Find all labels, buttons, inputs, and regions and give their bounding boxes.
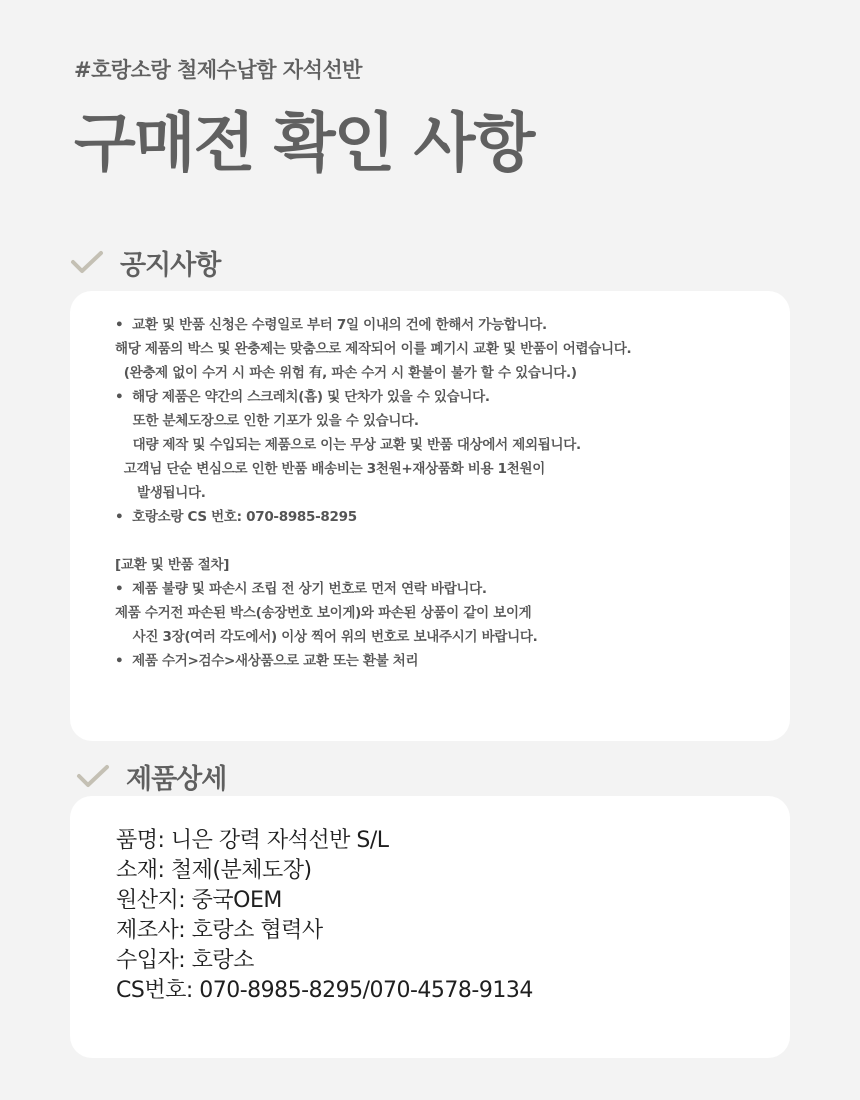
notice-line: • 제품 수거>검수>새상품으로 교환 또는 환불 처리 — [115, 653, 419, 669]
page-title: 구매전 확인 사항 — [74, 107, 534, 181]
notice-section-header — [70, 243, 220, 282]
notice-line: 사진 3장(여러 각도에서) 이상 찍어 위의 번호로 보내주시기 바랍니다. — [115, 629, 538, 645]
notice-line: 제품 수거전 파손된 박스(송장번호 보이게)와 파손된 상품이 같이 보이게 — [115, 605, 532, 621]
notice-list — [115, 313, 631, 673]
detail-cs-number: CS번호: 070-8985-8295/070-4578-9134 — [116, 978, 533, 1003]
checkmark-icon — [70, 250, 104, 276]
detail-heading: 제품상세 — [126, 764, 227, 795]
notice-heading: 공지사항 — [120, 250, 221, 281]
detail-importer: 수입자: 호랑소 — [116, 948, 254, 973]
detail-material: 소재: 철제(분체도장) — [116, 858, 312, 883]
notice-line: 대량 제작 및 수입되는 제품으로 이는 무상 교환 및 반품 대상에서 제외됩니다. — [115, 437, 581, 453]
detail-origin: 원산지: 중국OEM — [116, 888, 282, 913]
notice-line: 또한 분체도장으로 인한 기포가 있을 수 있습니다. — [115, 413, 419, 429]
exchange-procedure-heading: [교환 및 반품 절차] — [115, 557, 230, 573]
notice-line: 고객님 단순 변심으로 인한 반품 배송비는 3천원+재상품화 비용 1천원이 — [115, 461, 545, 477]
detail-list — [116, 826, 533, 1006]
notice-spacer — [115, 529, 631, 553]
detail-section-header — [76, 757, 226, 796]
notice-line: (완충제 없이 수거 시 파손 위험 有, 파손 수거 시 환불이 불가 할 수 있습니다.) — [115, 365, 577, 381]
notice-line: • 제품 불량 및 파손시 조립 전 상기 번호로 먼저 연락 바랍니다. — [115, 581, 487, 597]
notice-line: • 해당 제품은 약간의 스크레치(흠) 및 단차가 있을 수 있습니다. — [115, 389, 490, 405]
notice-line: 발생됩니다. — [115, 485, 206, 501]
notice-card — [70, 291, 790, 741]
notice-line: • 호랑소랑 CS 번호: 070-8985-8295 — [115, 509, 357, 525]
notice-line: • 교환 및 반품 신청은 수령일로 부터 7일 이내의 건에 한해서 가능합니다. — [115, 317, 547, 333]
hashtag-title: #호랑소랑 철제수납함 자석선반 — [74, 58, 362, 82]
detail-manufacturer: 제조사: 호랑소 협력사 — [116, 918, 323, 943]
checkmark-icon — [76, 764, 110, 790]
detail-product-name: 품명: 니은 강력 자석선반 S/L — [116, 828, 389, 853]
detail-card — [70, 796, 790, 1058]
notice-line: 해당 제품의 박스 및 완충제는 맞춤으로 제작되어 이를 폐기시 교환 및 반품이 어렵습니다. — [115, 341, 632, 357]
